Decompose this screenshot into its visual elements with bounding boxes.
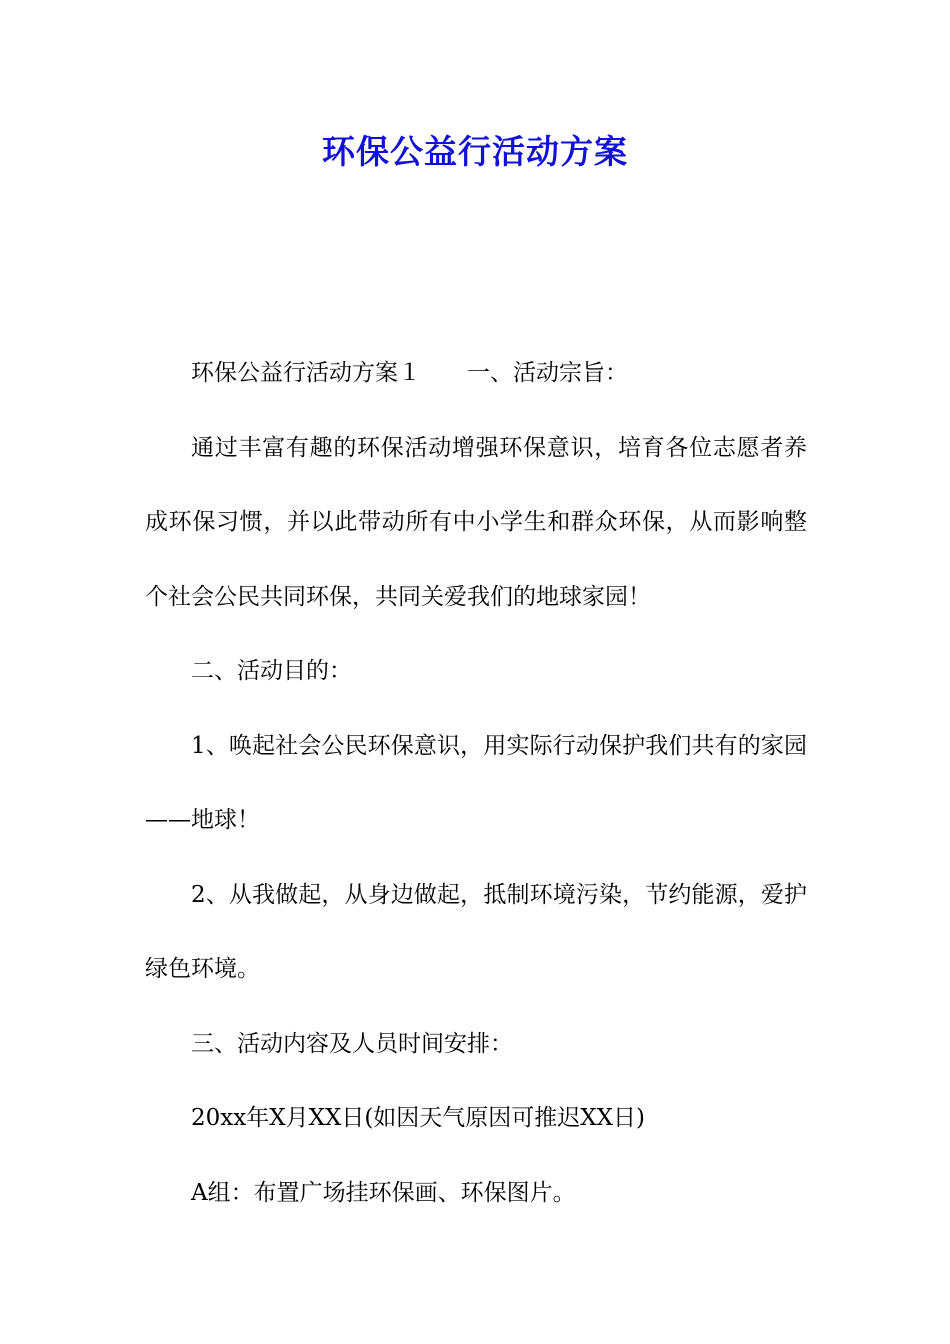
paragraph-group-a: A组：布置广场挂环保画、环保图片。 [191,1179,576,1206]
section-heading-goals: 二、活动目的： [191,658,352,684]
document-body [145,336,807,1230]
section-heading-schedule: 三、活动内容及人员时间安排： [191,1030,513,1057]
plan-heading-line [145,336,807,411]
plan-label: 环保公益行活动方案１ [191,360,421,386]
document-title: 环保公益行活动方案 [322,132,628,171]
paragraph-goal-1: 1、唤起社会公民环保意识，用实际行动保护我们共有的家园——地球！ [145,732,807,833]
paragraph-goal-2: 2、从我做起，从身边做起，抵制环境污染，节约能源，爱护绿色环境。 [145,881,807,982]
paragraph-date: 20xx年X月XX日(如因天气原因可推迟XX日) [191,1105,646,1131]
paragraph-purpose: 通过丰富有趣的环保活动增强环保意识，培育各位志愿者养成环保习惯，并以此带动所有中小学生和群众环保，从而影响整个社会公民共同环保，共同关爱我们的地球家园！ [145,434,807,610]
section-heading-purpose: 一、活动宗旨： [467,360,628,386]
